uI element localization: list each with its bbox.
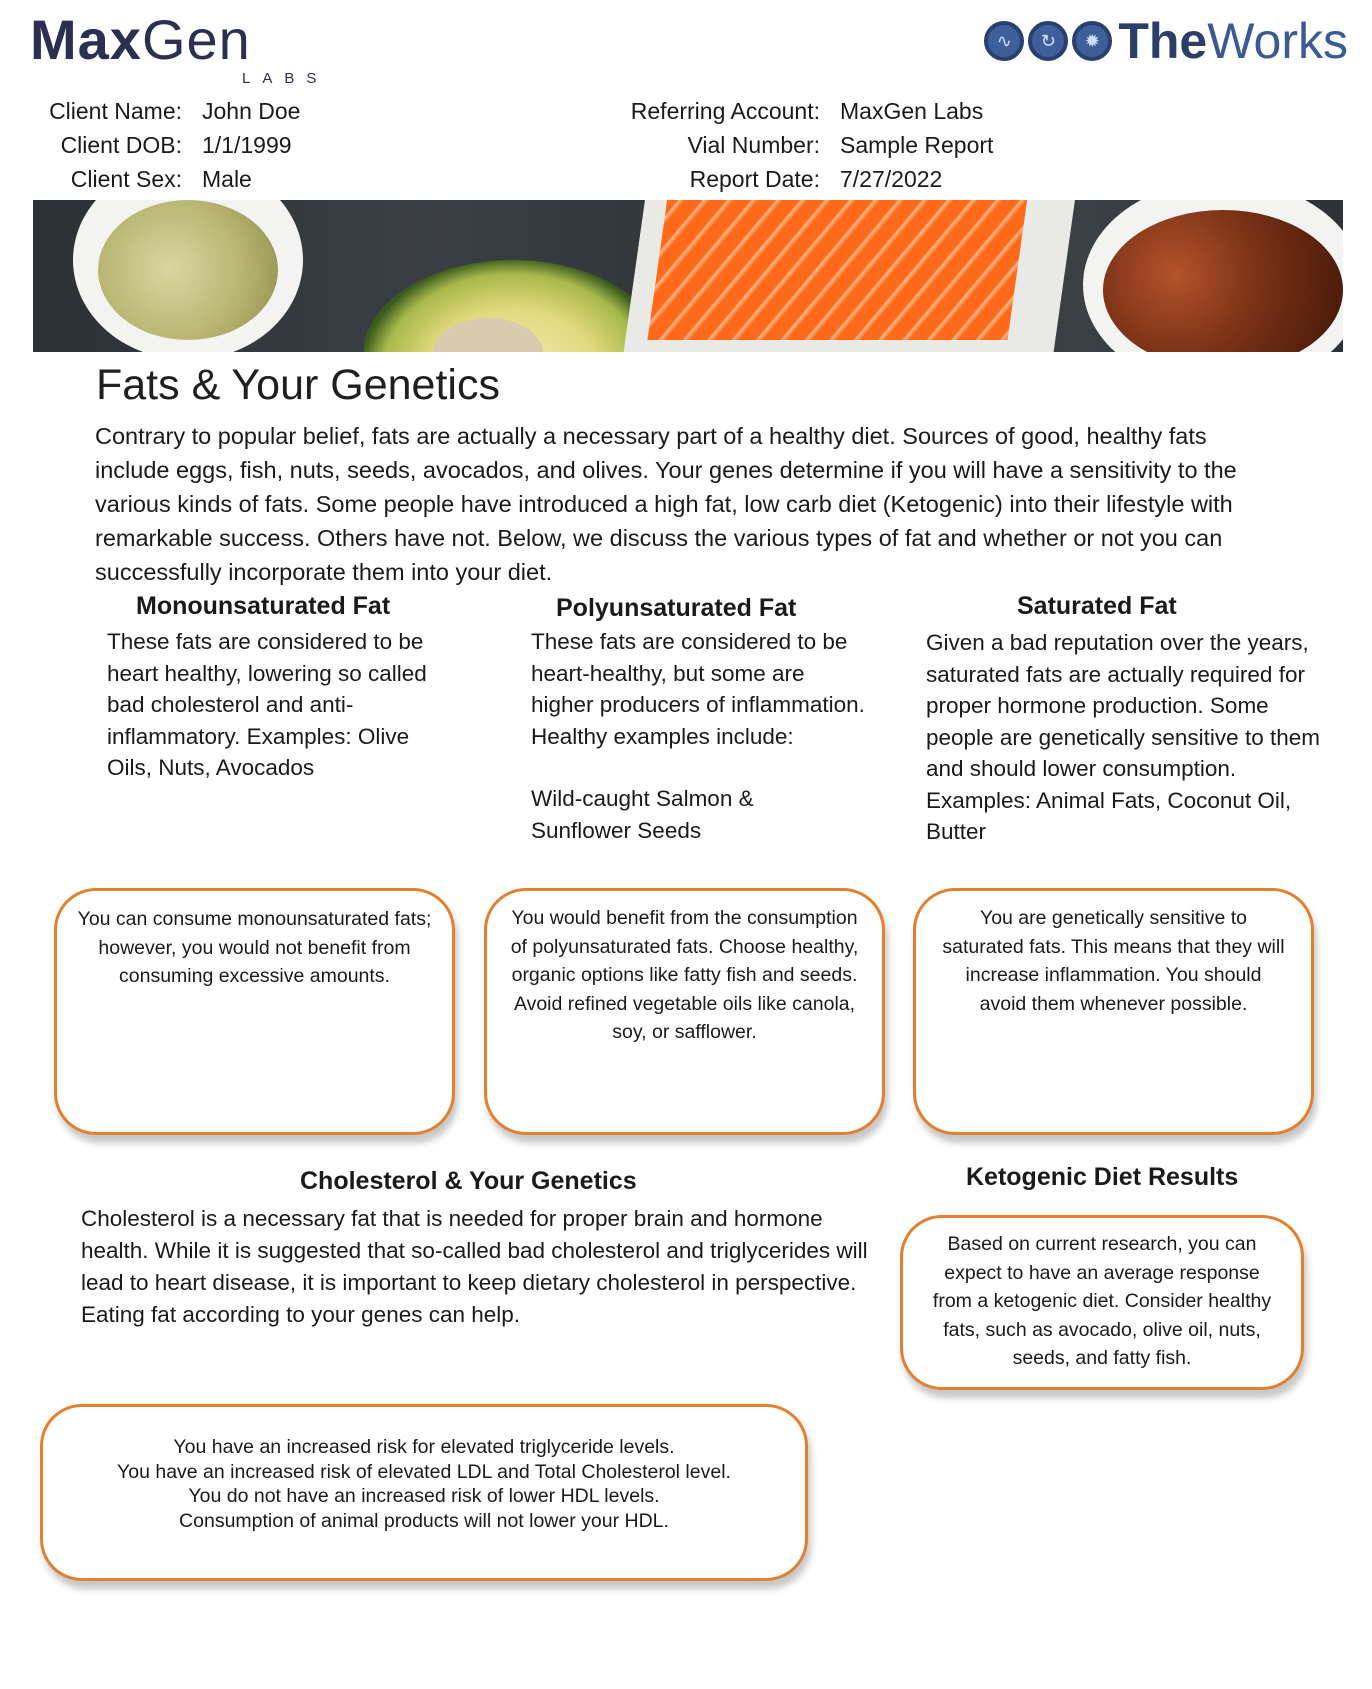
client-info xyxy=(30,94,300,196)
poly-result-text: You would benefit from the consumption of polyunsaturated fats. Choose healthy, organic options like fatty fish and seeds. Avoid refined vegetable oils like canola, soy, or safflower. xyxy=(510,907,859,1043)
poly-result-box xyxy=(484,888,885,1135)
report-date-value: 7/27/2022 xyxy=(840,166,943,192)
report-date-label: Report Date: xyxy=(689,166,820,192)
cholesterol-description: Cholesterol is a necessary fat that is needed for proper brain and hormone health. While it is suggested that so-called bad cholesterol and triglycerides will lead to heart disease, it is important to keep dietary cholesterol in perspective. Eating fat according to your genes can help. xyxy=(81,1206,868,1327)
report-date-row xyxy=(570,162,993,196)
hazelnuts-bowl-image xyxy=(1083,200,1343,352)
account-label: Referring Account: xyxy=(630,98,820,124)
cholesterol-result-line: You have an increased risk for elevated triglyceride levels. xyxy=(173,1436,675,1458)
keto-result-text: Based on current research, you can expect to have an average response from a ketogenic diet. Consider healthy fats, such as avocado, olive oil, nuts, seeds, and fatty fish. xyxy=(932,1233,1272,1369)
maxgen-wordmark: MaxGen xyxy=(30,8,251,71)
client-sex-value: Male xyxy=(202,166,252,192)
client-name-value: John Doe xyxy=(202,98,301,124)
saturated-result-box xyxy=(913,888,1314,1135)
page-title: Fats & Your Genetics xyxy=(96,361,500,409)
keto-heading: Ketogenic Diet Results xyxy=(966,1163,1239,1191)
theworks-logo xyxy=(984,14,1348,68)
cholesterol-result-line: Consumption of animal products will not lower your HDL. xyxy=(179,1509,669,1532)
client-name-label: Client Name: xyxy=(49,98,182,124)
mono-heading: Monounsaturated Fat xyxy=(136,592,391,620)
client-dob-value: 1/1/1999 xyxy=(202,132,292,158)
client-dob-label: Client DOB: xyxy=(60,132,182,158)
mono-result-box xyxy=(54,888,455,1135)
cholesterol-heading: Cholesterol & Your Genetics xyxy=(300,1167,637,1195)
cholesterol-result-box xyxy=(40,1404,808,1581)
mono-result-text: You can consume monounsaturated fats; however, you would not benefit from consuming excessive amounts. xyxy=(77,908,432,987)
client-dob-row xyxy=(30,128,300,162)
poly-heading: Polyunsaturated Fat xyxy=(556,594,797,622)
vial-label: Vial Number: xyxy=(687,132,820,158)
account-row xyxy=(570,94,993,128)
cholesterol-result-line: You have an increased risk of elevated LDL and Total Cholesterol level. xyxy=(117,1460,731,1483)
theworks-icons xyxy=(984,21,1112,61)
avocado-image xyxy=(363,260,663,352)
cholesterol-result-line: You do not have an increased risk of lower HDL levels. xyxy=(188,1485,660,1507)
vial-row xyxy=(570,128,993,162)
seeds-bowl-image xyxy=(73,200,303,352)
saturated-description: Given a bad reputation over the years, saturated fats are actually required for proper hormone production. Some people are genetically sensitive to them and should lower consumption. Examples: Animal Fats, Coconut Oil, Butter xyxy=(926,630,1320,844)
mono-description: These fats are considered to be heart healthy, lowering so called bad cholesterol and anti-inflammatory. Examples: Olive Oils, Nuts, Avocados xyxy=(107,629,427,780)
poly-examples: Wild-caught Salmon & Sunflower Seeds xyxy=(531,786,754,843)
maxgen-logo xyxy=(30,8,329,87)
client-name-row xyxy=(30,94,300,128)
poly-description: These fats are considered to be heart-healthy, but some are higher producers of inflammation. Healthy examples include: xyxy=(531,629,865,749)
report-info xyxy=(570,94,993,196)
saturated-heading: Saturated Fat xyxy=(1017,592,1177,620)
dna-icon: ∿ xyxy=(984,21,1024,61)
vial-value: Sample Report xyxy=(840,132,994,158)
saturated-result-text: You are genetically sensitive to saturated fats. This means that they will increase inflammation. You should avoid them whenever possible. xyxy=(942,907,1285,1015)
maxgen-labs-text: LABS xyxy=(242,70,329,87)
salmon-image xyxy=(647,200,1028,340)
keto-result-box xyxy=(900,1215,1304,1390)
molecule-icon: ✹ xyxy=(1072,21,1112,61)
healthy-fats-banner xyxy=(33,200,1343,352)
intro-paragraph: Contrary to popular belief, fats are actually a necessary part of a healthy diet. Sources of good, healthy fats include eggs, fish, nuts, seeds, avocados, and olives. Your genes determine if you will have a sensitivity to the various kinds of fats. Some people have introduced a high fat, low carb diet (Ketogenic) into their lifestyle with remarkable success. Others have not. Below, we discuss the various types of fat and whether or not you can successfully incorporate them into your diet. xyxy=(95,423,1237,585)
refresh-icon: ↻ xyxy=(1028,21,1068,61)
theworks-wordmark: TheWorks xyxy=(1118,13,1348,69)
account-value: MaxGen Labs xyxy=(840,98,984,124)
client-sex-label: Client Sex: xyxy=(70,166,182,192)
client-sex-row xyxy=(30,162,300,196)
